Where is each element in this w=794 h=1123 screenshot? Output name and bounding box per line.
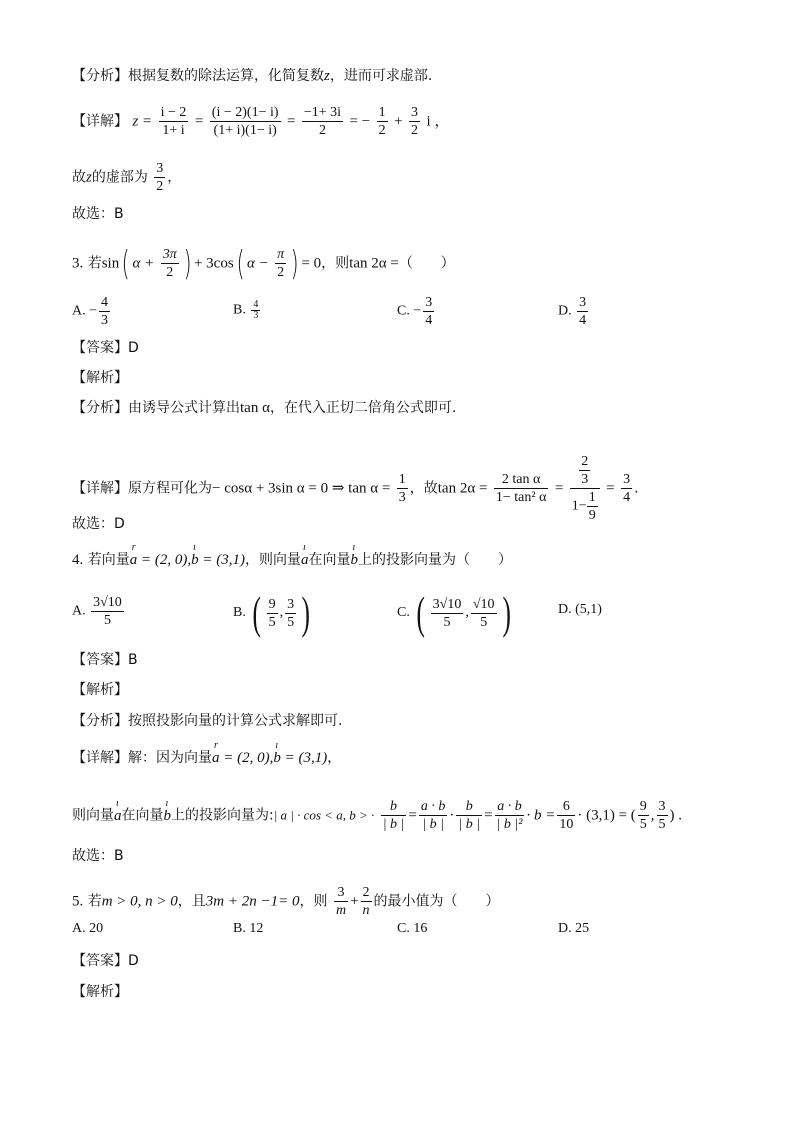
q4-option-a[interactable] [72,594,126,629]
fraction [154,160,165,195]
denominator: 3 [581,472,589,487]
denominator: 1− tan² α [495,490,547,505]
vector-b: ı b [164,806,172,826]
numerator: 6 [557,798,575,816]
vector-a-definition: r a = (2, 0), [212,748,273,768]
fraction [409,104,420,139]
q5-option-d[interactable] [558,921,589,937]
numerator: b [381,798,407,816]
q3-option-a[interactable] [72,294,112,329]
q3-jiexi: 【解析】 [72,370,128,386]
denominator: n [362,903,370,918]
option-label: A. [72,603,86,619]
fraction [361,884,372,919]
question-number: 4. [72,552,84,568]
imag-part-line [72,160,181,195]
minus-sign: − [89,303,98,319]
equals: = [484,807,493,824]
variable-z: z [324,68,330,84]
option-value: 16 [413,921,428,936]
numerator: 9 [639,799,647,814]
numerator: 3√10 [432,596,462,612]
q4-analysis [72,711,342,731]
text: 上的投影向量为（ ） [357,552,512,568]
option-value: 12 [249,921,264,936]
fraction [638,798,649,833]
q3-analysis [72,398,456,418]
denominator: 9 [588,508,596,523]
denominator: 3 [101,313,109,328]
vector-a-definition: r a = (2, 0), [130,550,191,570]
close-paren: ) . [669,807,683,824]
fraction [557,798,575,833]
left-paren: ( [121,243,130,284]
text: 在向量 [121,807,164,824]
numerator: 9 [268,596,276,612]
inner-fraction [579,453,590,488]
numerator: b [456,798,482,816]
fraction [423,294,434,329]
vector-a: ı a [114,806,122,826]
text: 故 [72,169,86,186]
q3-option-c[interactable] [397,294,436,329]
fraction [251,300,260,321]
right-paren: ) [183,243,192,284]
text: 的最小值为（ ） [373,893,500,910]
detail-line-prev [72,104,449,139]
fraction [381,798,407,833]
fraction [267,596,278,631]
option-label: A. [72,921,86,936]
minus-sign: − [413,303,422,319]
text: 解：因为向量 [128,750,212,766]
numerator: i − 2 [160,105,187,120]
text: 若 [87,255,102,272]
fraction [99,294,110,329]
numerator: 3 [623,472,631,487]
plus: + [394,113,403,130]
q4-answer: 【答案】B [72,652,138,668]
numerator: 4 [101,295,109,310]
numerator: π [277,247,285,262]
denominator: 5 [480,614,488,630]
denominator: | b |² [496,817,523,832]
numerator: 1 [378,105,386,120]
alpha-plus: α + [132,255,155,272]
text: 的虚部为 [91,169,148,186]
text: 在向量 [308,552,351,568]
numerator: 3 [334,884,348,902]
tan-2alpha: tan 2α = [437,480,488,497]
numerator: 3 [411,105,419,120]
q4-option-b[interactable]: B. ( $\frac{9}{5}$ , $\frac{3}{5}$ ) [233,587,311,638]
fraction [456,798,482,833]
q5-answer: 【答案】D [72,953,139,969]
question-3 [72,243,455,284]
denominator: 4 [579,313,587,328]
fraction [275,246,286,281]
left-paren: ( [236,243,245,284]
numerator: 2 [362,885,370,900]
option-label: B. [233,605,246,621]
vector-b: ı b [350,550,358,570]
denominator: m [335,903,347,918]
plus: + [350,893,359,910]
projection-formula: | a | · cos < a, b > · [273,807,375,823]
equals: = [286,113,296,130]
fraction [419,798,448,833]
answer-blank: （ ） [398,255,455,272]
vector-b-definition: ı b = (3,1) [273,748,327,768]
right-paren: ) [290,243,299,284]
denominator: 2 [166,265,174,280]
analysis-line-prev [72,66,432,86]
fraction [621,471,632,506]
left-paren: ( [252,587,262,638]
period: . [634,480,639,497]
numerator: 3 [287,596,295,612]
option-value: 20 [89,921,104,936]
fraction [210,104,281,139]
equals: = [408,807,417,824]
text: ，则 [321,255,350,272]
text: ，则向量 [244,552,301,568]
numerator: 2 tan α [494,471,549,489]
equation: − cosα + 3sin α = 0 ⇒ tan α = [212,480,391,497]
question-number: 3. [72,255,84,272]
fraction [657,798,668,833]
denominator: | b | [382,817,405,832]
numerator: 3π [162,247,177,262]
constraint-equation: 3m + 2n −1= 0 [205,893,300,910]
denominator: 5 [287,614,295,630]
plus-3cos: + 3cos [193,255,234,272]
fraction [334,884,348,919]
fraction [397,471,408,506]
fraction [471,596,497,631]
text: 若 [87,893,102,910]
detail-label: 【详解】 [72,480,128,497]
numerator: √10 [472,596,495,612]
times-vector: · (3,1) = ( [577,807,636,824]
comma: , [650,807,655,824]
question-5 [72,884,500,919]
denominator: 2 [378,123,386,138]
tan-2alpha: tan 2α = [349,255,399,272]
right-paren: ) [301,587,311,638]
numerator: −1+ 3i [303,105,342,120]
option-label: D. [558,602,572,617]
right-paren: ) [501,587,511,638]
option-label: C. [397,303,410,319]
denominator: 5 [443,614,451,630]
text: 原方程可化为 [128,480,212,497]
fraction [495,798,525,833]
variable-z: z [86,169,92,186]
text: 由诱导公式计算出 [128,400,240,416]
analysis-text-tail: ，进而可求虚部. [329,68,433,84]
imaginary-unit: i ， [426,113,450,130]
denominator: 10 [559,817,574,832]
option-label: C. [397,921,410,936]
numerator: 4 [253,299,259,310]
fraction [377,104,388,139]
equals-zero: = 0 [301,255,322,272]
numerator: 3 [425,295,433,310]
denominator: 3 [398,490,406,505]
condition: m > 0, n > 0 [101,893,178,910]
denominator: 2 [411,123,419,138]
numerator: 3√10 [93,595,122,610]
analysis-label: 【分析】 [72,68,128,84]
q4-choice: 故选：B [72,848,124,864]
fraction [494,471,549,506]
equals: = [194,113,204,130]
denominator: 5 [658,817,666,832]
option-value: (5,1) [575,602,602,617]
sin: sin [101,255,120,272]
q3-answer: 【答案】D [72,340,139,356]
text: ，且 [177,893,206,910]
denominator: 2 [318,123,326,138]
denominator: 5 [268,614,276,630]
alpha-minus: α − [246,255,269,272]
z-equals: z = [132,113,153,130]
equals: = [554,480,564,497]
fraction [302,104,343,139]
fraction [577,294,588,329]
equals: = [606,480,615,497]
q4-jiexi: 【解析】 [72,682,128,698]
text: 若向量 [87,552,130,568]
denominator: 2 [277,265,285,280]
q4-option-d[interactable] [558,602,602,618]
numerator: 3 [156,161,164,176]
option-label: A. [72,303,86,319]
option-label: B. [233,302,246,318]
q3-detail [72,453,639,524]
q5-option-c[interactable] [397,921,427,937]
analysis-label: 【分析】 [72,400,128,416]
denominator: 4 [425,313,433,328]
analysis-label: 【分析】 [72,713,128,729]
denominator: | b | [458,817,481,832]
fraction [91,594,124,629]
denominator: 5 [639,817,647,832]
denominator [570,489,600,524]
detail-label: 【详解】 [72,113,128,130]
denominator: (1+ i)(1− i) [213,123,277,138]
numerator [570,453,600,489]
numerator: 1 [398,472,406,487]
dot-b-equals: · b = [526,807,556,824]
question-number: 5. [72,893,84,910]
complex-fraction [570,453,600,524]
denominator: 5 [103,613,111,628]
denominator: 2 [156,179,164,194]
text: 上的投影向量为: [171,807,274,824]
left-paren: ( [416,587,426,638]
q5-option-a[interactable] [72,921,103,937]
denominator: 1+ i [162,123,185,138]
fraction [159,104,189,139]
question-4 [72,550,512,570]
option-label: C. [397,605,410,621]
comma: ， [167,169,182,186]
denominator: 4 [623,490,631,505]
text: ，则 [299,893,328,910]
detail-label: 【详解】 [72,750,128,766]
q4-detail [72,748,341,768]
text: ，故 [409,480,438,497]
q3-option-b[interactable] [233,300,262,321]
vector-a: ı a [301,550,309,570]
numerator: a · b [495,798,525,816]
choice-prev: 故选：B [72,206,124,222]
one-minus: 1− [571,498,587,514]
denominator: | b | [422,817,444,832]
fraction [161,246,179,281]
option-label: B. [233,921,246,936]
equals-minus: = − [349,113,371,130]
q4-option-c[interactable]: C. ( $\frac{3√10}{5}$ , $\frac{√10}{5}$ ) [397,587,511,638]
fraction [285,596,296,631]
inner-fraction [587,489,598,524]
numerator: 2 [581,454,589,469]
option-label: D. [558,303,572,319]
comma: ， [327,750,342,766]
numerator: 1 [588,490,596,505]
q3-option-d[interactable] [558,294,590,329]
denominator: 3 [253,310,259,321]
q3-choice: 故选：D [72,516,125,532]
dot-operator: · [449,807,455,824]
option-value: 25 [575,921,590,936]
numerator: (i − 2)(1− i) [211,105,279,120]
text: 按照投影向量的计算公式求解即可. [128,713,343,729]
text: 则向量 [72,807,114,824]
q5-jiexi: 【解析】 [72,984,128,1000]
fraction [431,596,464,631]
vector-b-definition: ı b = (3,1) [191,550,245,570]
analysis-text: 根据复数的除法运算，化简复数 [128,68,324,84]
tan-alpha: tan α [240,400,270,416]
q5-option-b[interactable] [233,921,263,937]
numerator: 3 [658,799,666,814]
numerator: 3 [579,295,587,310]
option-label: D. [558,921,572,936]
numerator: a · b [420,799,446,814]
text: ，在代入正切二倍角公式即可. [269,400,457,416]
q4-projection-line [72,798,682,833]
